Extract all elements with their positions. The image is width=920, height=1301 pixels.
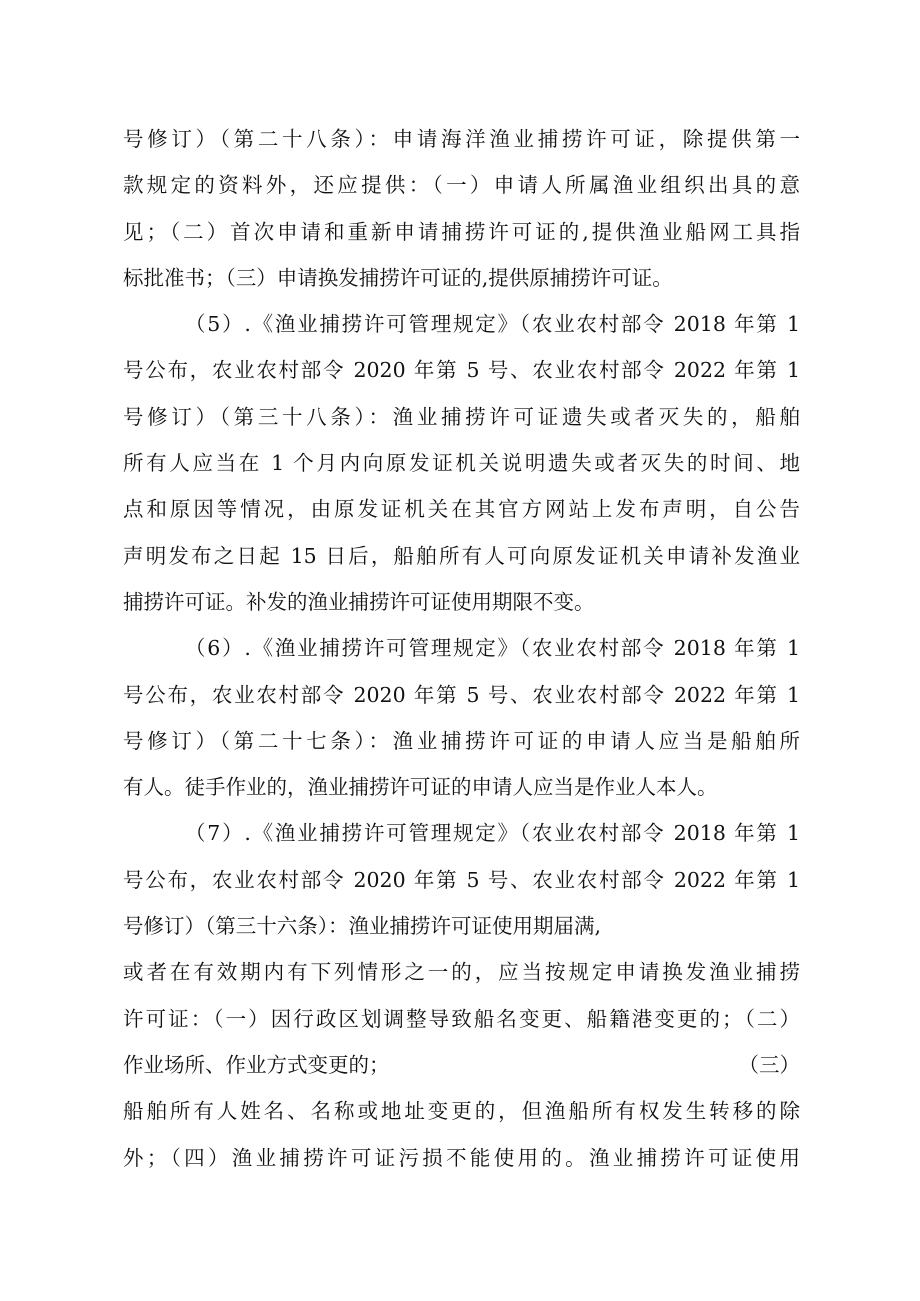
text-line: （5）.《渔业捕捞许可管理规定》（农业农村部令 2018 年第 1 [185, 312, 800, 337]
text-line: 号公布，农业农村部令 2020 年第 5 号、农业农村部令 2022 年第 1 [123, 682, 800, 707]
text-line: 标批准书；（三）申请换发捕捞许可证的,提供原捕捞许可证。 [123, 265, 673, 290]
paragraph-item-5 [123, 301, 800, 625]
paragraph-item-7 [123, 810, 800, 1180]
text-line: 声明发布之日起 15 日后，船舶所有人可向原发证机关申请补发渔业 [123, 543, 800, 568]
text-line: 所有人应当在 1 个月内向原发证机关说明遗失或者灭失的时间、地 [123, 451, 800, 476]
text-line: 外；（四）渔业捕捞许可证污损不能使用的。渔业捕捞许可证使用 [123, 1145, 800, 1170]
text-line: 或者在有效期内有下列情形之一的，应当按规定申请换发渔业捕捞 [123, 960, 800, 985]
text-line: 船舶所有人姓名、名称或地址变更的，但渔船所有权发生转移的除 [123, 1099, 800, 1124]
text-line: 有人。徒手作业的，渔业捕捞许可证的申请人应当是作业人本人。 [123, 775, 718, 800]
text-line: 号公布，农业农村部令 2020 年第 5 号、农业农村部令 2022 年第 1 [123, 867, 800, 892]
text-line: （6）.《渔业捕捞许可管理规定》（农业农村部令 2018 年第 1 [185, 636, 800, 661]
text-line: 号修订）（第二十八条）：申请海洋渔业捕捞许可证，除提供第一 [123, 127, 800, 151]
text-line: （7）.《渔业捕捞许可管理规定》（农业农村部令 2018 年第 1 [185, 821, 800, 846]
text-line: 号公布，农业农村部令 2020 年第 5 号、农业农村部令 2022 年第 1 [123, 358, 800, 383]
text-line: 号修订）（第三十六条）：渔业捕捞许可证使用期届满, [123, 914, 602, 939]
paragraph-article-28-continued [123, 116, 800, 301]
text-line: 捕捞许可证。补发的渔业捕捞许可证使用期限不变。 [123, 589, 595, 614]
text-line-split [123, 1042, 800, 1088]
text-line: 许可证：（一）因行政区划调整导致船名变更、船籍港变更的；（二） [123, 1006, 800, 1031]
text-line: 见；（二）首次申请和重新申请捕捞许可证的,提供渔业船网工具指 [123, 219, 800, 244]
document-body [123, 116, 800, 1181]
text-line-right: （三） [738, 1052, 800, 1077]
text-line: 号修订）（第二十七条）：渔业捕捞许可证的申请人应当是船舶所 [123, 728, 800, 753]
text-line: 款规定的资料外，还应提供：（一）申请人所属渔业组织出具的意 [123, 173, 800, 198]
text-line: 号修订）（第三十八条）：渔业捕捞许可证遗失或者灭失的，船舶 [123, 404, 800, 429]
text-line: 点和原因等情况，由原发证机关在其官方网站上发布声明，自公告 [123, 497, 800, 522]
paragraph-item-6 [123, 625, 800, 810]
text-line-left: 作业场所、作业方式变更的； [123, 1052, 390, 1077]
